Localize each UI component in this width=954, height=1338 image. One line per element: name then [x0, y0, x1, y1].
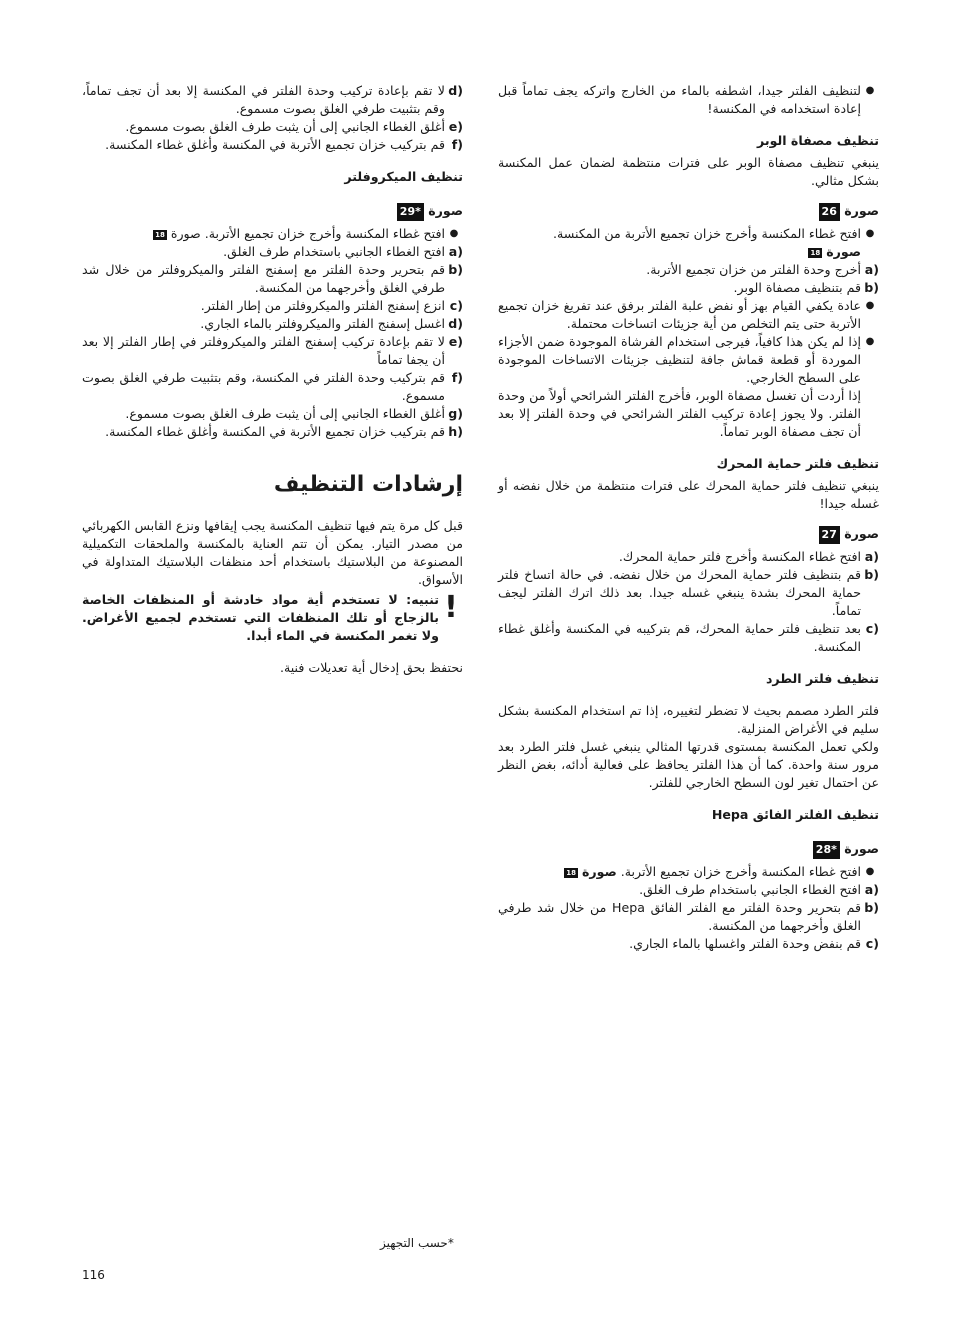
bullet-icon: ● — [865, 300, 875, 311]
list-item: ● إذا لم يكن هذا كافياً، فيرجى استخدام الفرشاة الموجودة ضمن الأجزاء الموردة أو قطعة قماش جافة لتنظيف جزيئات الاتساخات الموجودة على السطح الخارجي. إذا أردت أن تغسل مصفاة الوبر، فأخرج الفلتر الشرائحي أولاً من وحدة الفلتر. ولا يجوز إعادة تركيب الفلتر الشرائحي في وحدة الفلتر إلا بعد أن تجف مصفاة الوبر تماماً. — [498, 333, 879, 441]
warning-text: تنبيه: لا تستخدم أية مواد خادشة أو المنظفات الخاصة بالزجاج أو تلك المنظفات التي تستخدم لجميع الأغراض. ولا تغمر المكنسة في الماء أبدا. — [82, 592, 439, 643]
figure-reference: صورة 29* — [82, 202, 463, 221]
bullet-icon: ● — [865, 228, 875, 239]
right-column — [498, 82, 879, 953]
bullet-icon: ● — [865, 866, 875, 877]
figure-reference: صورة 28* — [498, 840, 879, 859]
list-item: a) افتح الغطاء الجانبي باستخدام طرف الغلق. — [223, 244, 463, 259]
list-item: e) لا تقم بإعادة تركيب إسفنج الفلتر والميكروفلتر في إطار الفلتر إلا بعد أن يجفا تماماً — [82, 334, 463, 367]
exclamation-icon: ! — [444, 590, 458, 625]
figure-number-badge: 26 — [819, 203, 840, 221]
section-heading: تنظيف فلتر حماية المحرك — [716, 456, 879, 471]
list-item: d) اغسل إسفنج الفلتر والميكروفلتر بالماء الجاري. — [200, 316, 463, 331]
figure-number-badge: 18 — [155, 230, 165, 239]
list-item: c) قم بنفض وحدة الفلتر واغسلها بالماء الجاري. — [629, 936, 879, 951]
bullet-icon: ● — [865, 85, 875, 96]
figure-number-badge: 18 — [810, 248, 821, 257]
list-item: b) قم بتنظيف فلتر حماية المحرك من خلال نفضه. في حالة اتساخ فلتر حماية المحرك بشدة ينبغي غسله جيدا. بعد ذلك اترك الفلتر ليجف تماماً. — [498, 567, 879, 618]
warning-note — [82, 591, 463, 645]
paragraph: ولكي تعمل المكنسة بمستوى قدرتها المثالي ينبغي غسل فلتر الطرد بعد مرور سنة واحدة. كما أن هذا الفلتر يحافظ على فعالية أدائه، بغض النظر عن احتمال تغير لون السطح الخارجي للفلتر. — [498, 739, 879, 790]
list-item: ● افتح غطاء المكنسة وأخرج خزان تجميع الأتربة. صورة 18 — [498, 863, 879, 881]
list-item: a) افتح الغطاء الجانبي باستخدام طرف الغلق. — [639, 882, 879, 897]
page-number: 116 — [82, 1268, 105, 1282]
list-item: ● لتنظيف الفلتر جيدا، اشطفه بالماء من الخارج واتركه يجف تماماً قبل إعادة استخدامه في المكنسة! — [498, 82, 879, 118]
figure-number-badge: 28* — [813, 841, 840, 859]
section-intro: ينبغي تنظيف مصفاة الوبر على فترات منتظمة لضمان عمل المكنسة بشكل مثالي. — [498, 155, 879, 188]
list-item: h) قم بتركيب خزان تجميع الأتربة في المكنسة وأغلق غطاء المكنسة. — [105, 424, 463, 439]
paragraph: فلتر الطرد مصمم بحيث لا تضطر لتغييره، إذا تم استخدام المكنسة بشكل سليم في الأغراض المنزلية. — [498, 703, 879, 736]
figure-number-badge: 18 — [566, 868, 576, 877]
page-title: إرشادات التنظيف — [273, 472, 463, 497]
list-item: d) لا تقم بإعادة تركيب وحدة الفلتر في المكنسة إلا بعد أن تجف تماماً، وقم بتثبيت طرفي الغلق بصوت مسموع. — [82, 83, 463, 116]
section-heading: تنظيف فلتر الطرد — [765, 671, 879, 686]
figure-number-badge: 29* — [397, 203, 424, 221]
list-item: ● افتح غطاء المكنسة وأخرج خزان تجميع الأتربة من المكنسة. صورة 18 — [498, 225, 879, 261]
list-item: g) أغلق الغطاء الجانبي إلى أن يثبت طرف الغلق بصوت مسموع. — [125, 406, 463, 421]
list-item: c) بعد تنظيف فلتر حماية المحرك، قم بتركيبه في المكنسة وأغلق غطاء المكنسة. — [498, 621, 879, 654]
section-intro: ينبغي تنظيف فلتر حماية المحرك على فترات منتظمة من خلال نفضه أو غسله جيدا! — [498, 478, 879, 511]
bullet-icon: ● — [449, 228, 459, 239]
list-item: a) أخرج وحدة الفلتر من خزان تجميع الأتربة. — [646, 262, 879, 277]
section-heading: تنظيف الميكروفلتر — [344, 169, 463, 184]
list-item: ● عادة يكفي القيام بهز أو نفض علبة الفلتر برفق عند تفريغ خزان تجميع الأتربة حتى يتم التخلص من أية جزيئات اتساخات محتملة. — [498, 297, 879, 333]
bullet-icon: ● — [865, 336, 875, 347]
list-item: c) انزع إسفنج الفلتر والميكروفلتر من إطار الفلتر. — [200, 298, 463, 313]
section-heading: تنظيف الفلتر الفائق Hepa — [711, 807, 879, 822]
list-item: ● افتح غطاء المكنسة وأخرج خزان تجميع الأتربة. صورة 18 — [82, 225, 463, 243]
list-item: a) افتح غطاء المكنسة وأخرج فلتر حماية المحرك. — [618, 549, 879, 564]
section-heading: تنظيف مصفاة الوبر — [757, 133, 879, 148]
rights-note: نحتفظ بحق إدخال أية تعديلات فنية. — [280, 660, 463, 675]
left-column — [82, 82, 463, 677]
figure-reference: صورة 26 — [498, 202, 879, 221]
list-item: f) قم بتركيب وحدة الفلتر في المكنسة، وقم بتثبيت طرفي الغلق بصوت مسموع. — [82, 370, 463, 403]
figure-number-badge: 27 — [819, 526, 840, 544]
figure-reference: صورة 27 — [498, 525, 879, 544]
list-item: b) قم بتحرير وحدة الفلتر مع الفلتر الفائق Hepa من خلال شد طرفي الغلق وأخرجهما من المكنسة. — [498, 900, 879, 933]
list-item: b) قم بتنظيف مصفاة الوبر. — [733, 280, 879, 295]
list-item: e) أغلق الغطاء الجانبي إلى أن يثبت طرف الغلق بصوت مسموع. — [125, 119, 463, 134]
footnote: *حسب التجهيز — [380, 1236, 454, 1250]
list-item: b) قم بتحرير وحدة الفلتر مع إسفنج الفلتر والميكروفلتر من خلال شد طرفي الغلق وأخرجهما من المكنسة. — [82, 262, 463, 295]
list-item: f) قم بتركيب خزان تجميع الأتربة في المكنسة وأغلق غطاء المكنسة. — [105, 137, 463, 152]
paragraph: قبل كل مرة يتم فيها تنظيف المكنسة يجب إيقافها ونزع القابس الكهربائي من مصدر التيار. يمكن أن تتم العناية بالمكنسة والملحقات التكميلية المصنوعة من البلاستيك باستخدام أحد منظفات البلاستيك المتداولة في الأسواق. — [82, 518, 463, 587]
